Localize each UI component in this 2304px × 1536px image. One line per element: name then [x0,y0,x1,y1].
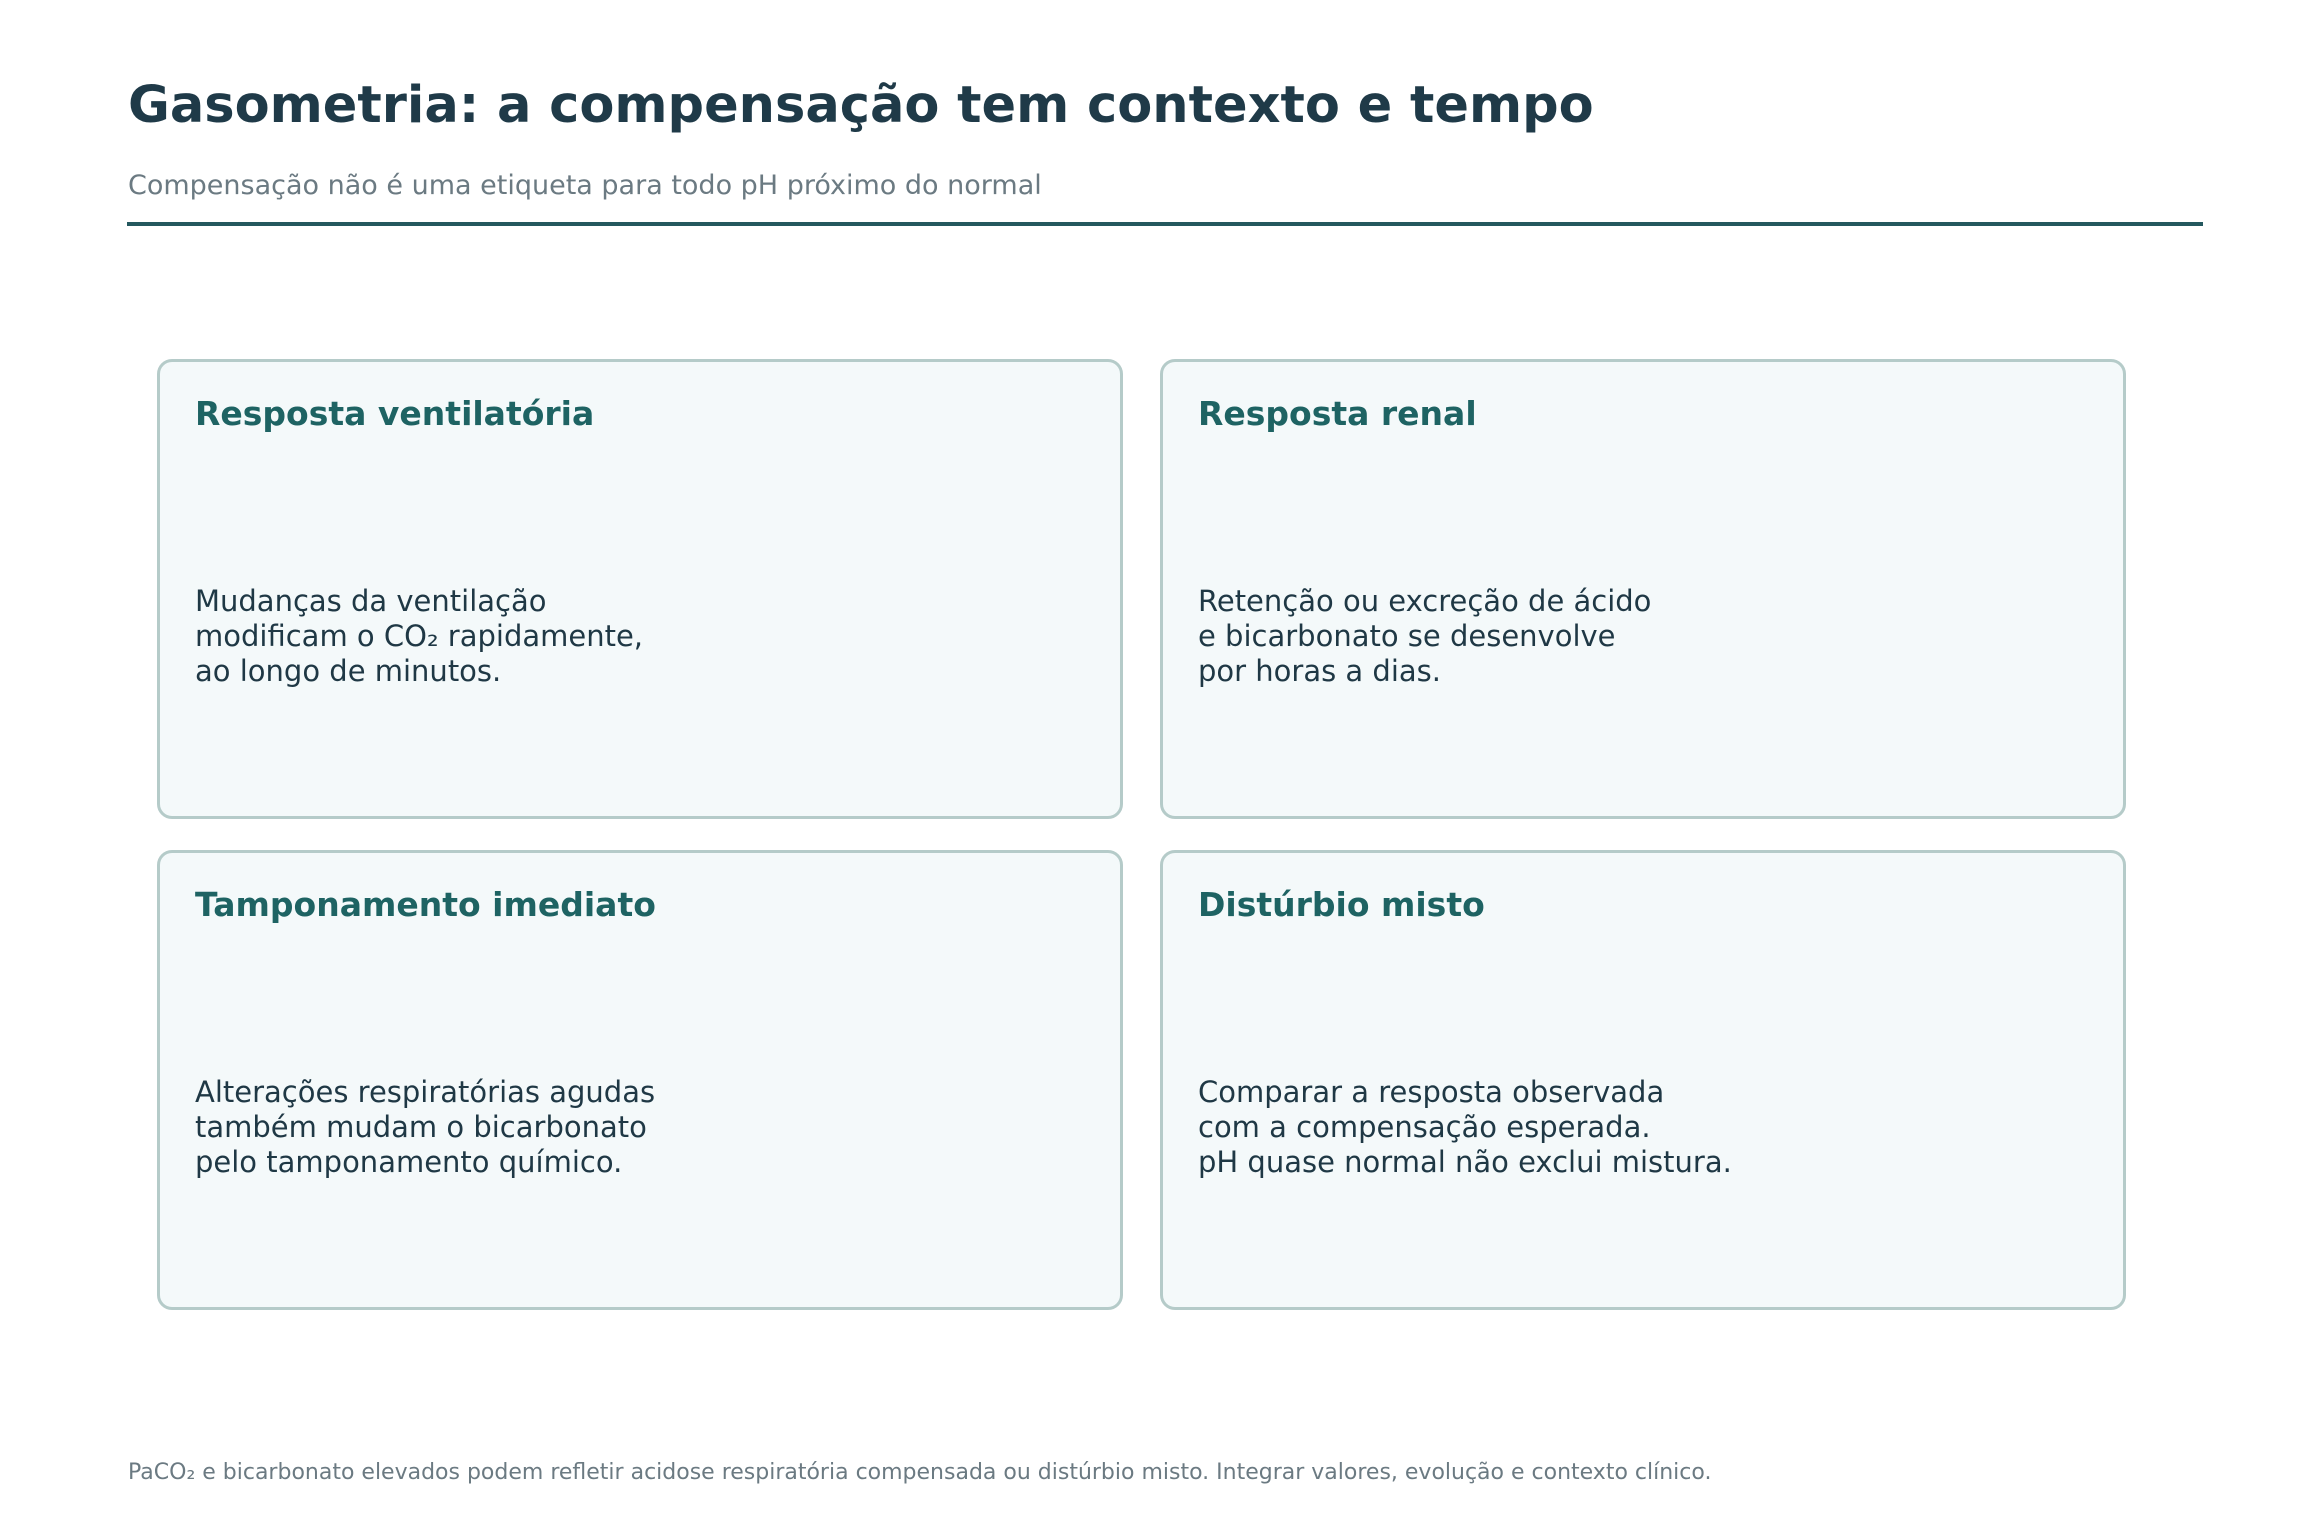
card-body-line: pH quase normal não exclui mistura. [1198,1145,1732,1179]
card-title: Resposta renal [1198,394,1477,433]
card-body-line: modificam o CO₂ rapidamente, [195,619,644,653]
card-body [195,1075,655,1180]
card-body-line: Alterações respiratórias agudas [195,1075,656,1109]
card-body-line: ao longo de minutos. [195,654,502,688]
footnote: PaCO₂ e bicarbonato elevados podem refletir acidose respiratória compensada ou distúrbio misto. Integrar valores, evolução e contexto clínico. [128,1460,1712,1485]
card-title: Tamponamento imediato [195,885,656,924]
card-body-line: pelo tamponamento químico. [195,1145,623,1179]
card-body [1198,1075,1732,1180]
card-title: Resposta ventilatória [195,394,595,433]
card-body-line: também mudam o bicarbonato [195,1110,647,1144]
card-resposta-renal [1160,359,2126,819]
card-body [195,584,643,689]
card-body [1198,584,1651,689]
card-tamponamento-imediato [157,850,1123,1310]
card-body-line: Mudanças da ventilação [195,584,547,618]
card-body-line: e bicarbonato se desenvolve [1198,619,1616,653]
card-body-line: com a compensação esperada. [1198,1110,1651,1144]
card-resposta-ventilatoria [157,359,1123,819]
card-disturbio-misto [1160,850,2126,1310]
page-subtitle: Compensação não é uma etiqueta para todo pH próximo do normal [128,170,1042,201]
page-title: Gasometria: a compensação tem contexto e tempo [128,76,1594,135]
card-title: Distúrbio misto [1198,885,1485,924]
header-divider [127,222,2203,226]
card-body-line: por horas a dias. [1198,654,1441,688]
card-body-line: Comparar a resposta observada [1198,1075,1665,1109]
card-body-line: Retenção ou excreção de ácido [1198,584,1652,618]
